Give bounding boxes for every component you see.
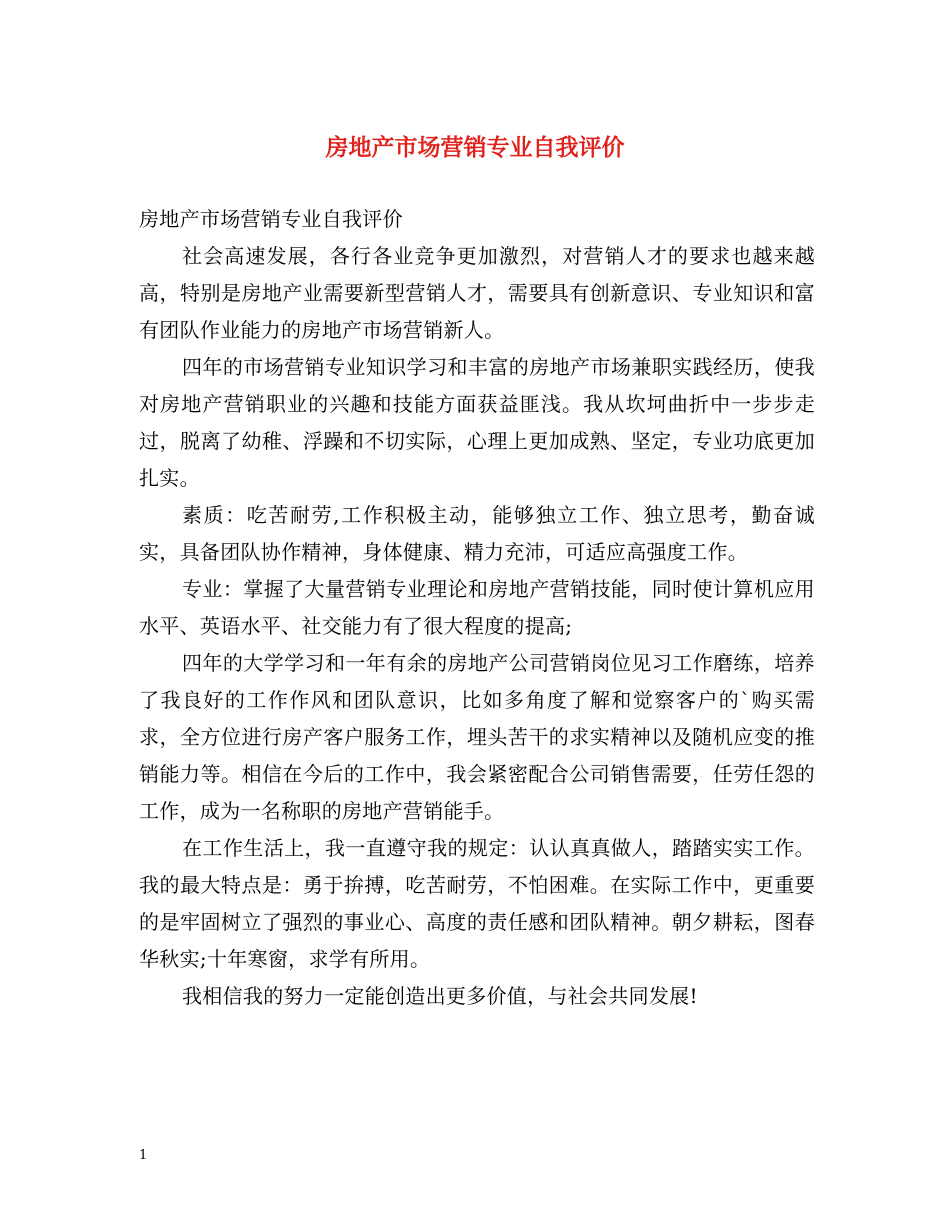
paragraph-6: 在工作生活上，我一直遵守我的规定：认认真真做人，踏踏实实工作。我的最大特点是：勇于拚搏，吃苦耐劳，不怕困难。在实际工作中，更重要的是牢固树立了强烈的事业心、高度的责任感和团队精神。朝夕耕耘，图春华秋实;十年寒窗，求学有所用。	[139, 836, 815, 971]
paragraph-5: 四年的大学学习和一年有余的房地产公司营销岗位见习工作磨练，培养了我良好的工作作风和团队意识，比如多角度了解和觉察客户的`购买需求，全方位进行房产客户服务工作，埋头苦干的求实精神以及随机应变的推销能力等。相信在今后的工作中，我会紧密配合公司销售需要，任劳任怨的工作，成为一名称职的房地产营销能手。	[139, 651, 815, 823]
page-number: 1	[139, 1148, 148, 1163]
document-title: 房地产市场营销专业自我评价	[325, 134, 625, 161]
document-body	[139, 201, 815, 1015]
paragraph-1: 社会高速发展，各行各业竞争更加激烈，对营销人才的要求也越来越高，特别是房地产业需要新型营销人才，需要具有创新意识、专业知识和富有团队作业能力的房地产市场营销新人。	[139, 244, 815, 342]
paragraph-4: 专业：掌握了大量营销专业理论和房地产营销技能，同时使计算机应用水平、英语水平、社交能力有了很大程度的提高;	[139, 577, 815, 638]
document-subtitle: 房地产市场营销专业自我评价	[139, 207, 403, 231]
paragraph-7: 我相信我的努力一定能创造出更多价值，与社会共同发展!	[182, 984, 698, 1008]
paragraph-3: 素质：吃苦耐劳,工作积极主动，能够独立工作、独立思考，勤奋诚实，具备团队协作精神，身体健康、精力充沛，可适应高强度工作。	[139, 503, 815, 564]
paragraph-2: 四年的市场营销专业知识学习和丰富的房地产市场兼职实践经历，使我对房地产营销职业的兴趣和技能方面获益匪浅。我从坎坷曲折中一步步走过，脱离了幼稚、浮躁和不切实际，心理上更加成熟、坚定，专业功底更加扎实。	[139, 355, 815, 490]
